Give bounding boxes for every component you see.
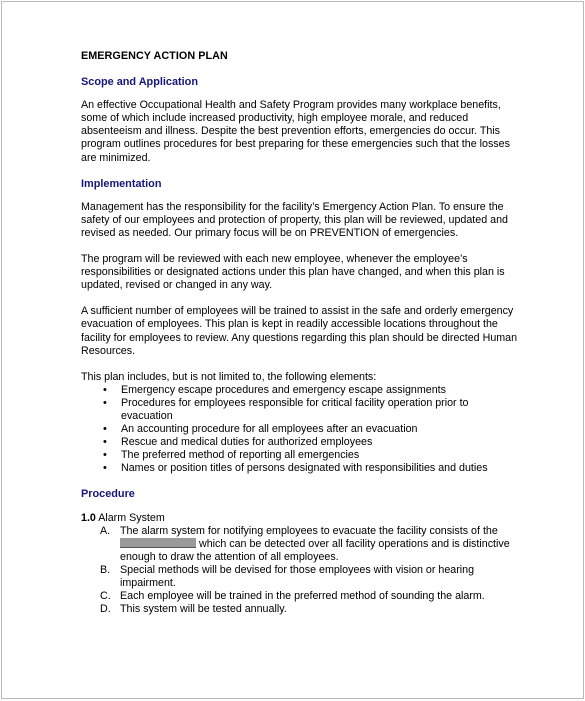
list-item <box>81 564 521 590</box>
list-item-text: Names or position titles of persons designated with responsibilities and duties <box>121 462 488 475</box>
list-item-text: An accounting procedure for all employees after an evacuation <box>121 423 418 436</box>
list-item <box>81 590 521 603</box>
list-item-text: which can be detected over all facility operations and is distinctive enough to draw the attention of all employees. <box>120 537 510 563</box>
procedure-heading: Procedure <box>81 488 135 501</box>
list-item-text: Procedures for employees responsible for critical facility operation prior to evacuation <box>121 396 469 422</box>
procedure-item-label: Alarm System <box>95 511 165 524</box>
list-item-text: The alarm system for notifying employees to evacuate the facility consists of the <box>120 524 498 537</box>
list-item <box>81 603 521 616</box>
implementation-paragraph-2: The program will be reviewed with each new employee, whenever the employee’s responsibilities or designated actions under this plan have changed, and when this plan is updated, revised or changed in any way. <box>81 253 505 292</box>
list-item-text: This system will be tested annually. <box>120 603 287 616</box>
scope-heading: Scope and Application <box>81 76 198 89</box>
document-content <box>81 50 521 616</box>
bullet-icon: • <box>103 462 107 475</box>
list-item <box>81 462 521 475</box>
list-item <box>81 436 521 449</box>
list-marker: D. <box>100 603 111 616</box>
list-item-text: Rescue and medical duties for authorized employees <box>121 436 373 449</box>
list-item-text: Emergency escape procedures and emergency escape assignments <box>121 383 446 396</box>
list-marker: B. <box>100 563 111 576</box>
list-marker: A. <box>100 524 111 537</box>
document-page <box>1 1 584 699</box>
bullet-icon: • <box>103 436 107 449</box>
bullet-icon: • <box>103 449 107 462</box>
list-item <box>81 384 521 397</box>
bullet-icon: • <box>103 396 107 409</box>
elements-list <box>81 384 521 476</box>
list-item <box>81 397 521 423</box>
bullet-icon: • <box>103 383 107 396</box>
implementation-paragraph-3: A sufficient number of employees will be trained to assist in the safe and orderly emergency evacuation of employees. This plan is kept in readily accessible locations throughout the facility for employees to review. Any questions regarding this plan should be directed Human Resources. <box>81 305 518 357</box>
list-item <box>81 525 521 564</box>
procedure-item-title <box>81 512 521 525</box>
implementation-paragraph-1: Management has the responsibility for the facility’s Emergency Action Plan. To ensure the safety of our employees and protection of property, this plan will be reviewed, updated and revised as needed. Our primary focus will be on PREVENTION of emergencies. <box>81 200 508 239</box>
bullet-icon: • <box>103 423 107 436</box>
implementation-heading: Implementation <box>81 177 162 190</box>
alarm-system-list <box>81 525 521 617</box>
list-item-text: The preferred method of reporting all emergencies <box>121 449 360 462</box>
fill-in-blank[interactable] <box>120 538 196 548</box>
scope-paragraph: An effective Occupational Health and Safety Program provides many workplace benefits, some of which include increased productivity, high employee morale, and reduced absenteeism and illness. Despite the best prevention efforts, emergencies do occur. This program outlines procedures for best preparing for these emergencies such that the losses are minimized. <box>81 99 510 164</box>
list-marker: C. <box>100 590 111 603</box>
list-item <box>81 449 521 462</box>
implementation-paragraph-4: This plan includes, but is not limited to, the following elements: <box>81 370 377 383</box>
document-title: EMERGENCY ACTION PLAN <box>81 50 228 62</box>
procedure-item-number: 1.0 <box>81 511 96 524</box>
list-item <box>81 423 521 436</box>
list-item-text: Each employee will be trained in the preferred method of sounding the alarm. <box>120 590 485 603</box>
list-item-text: Special methods will be devised for those employees with vision or hearing impairment. <box>120 563 475 589</box>
